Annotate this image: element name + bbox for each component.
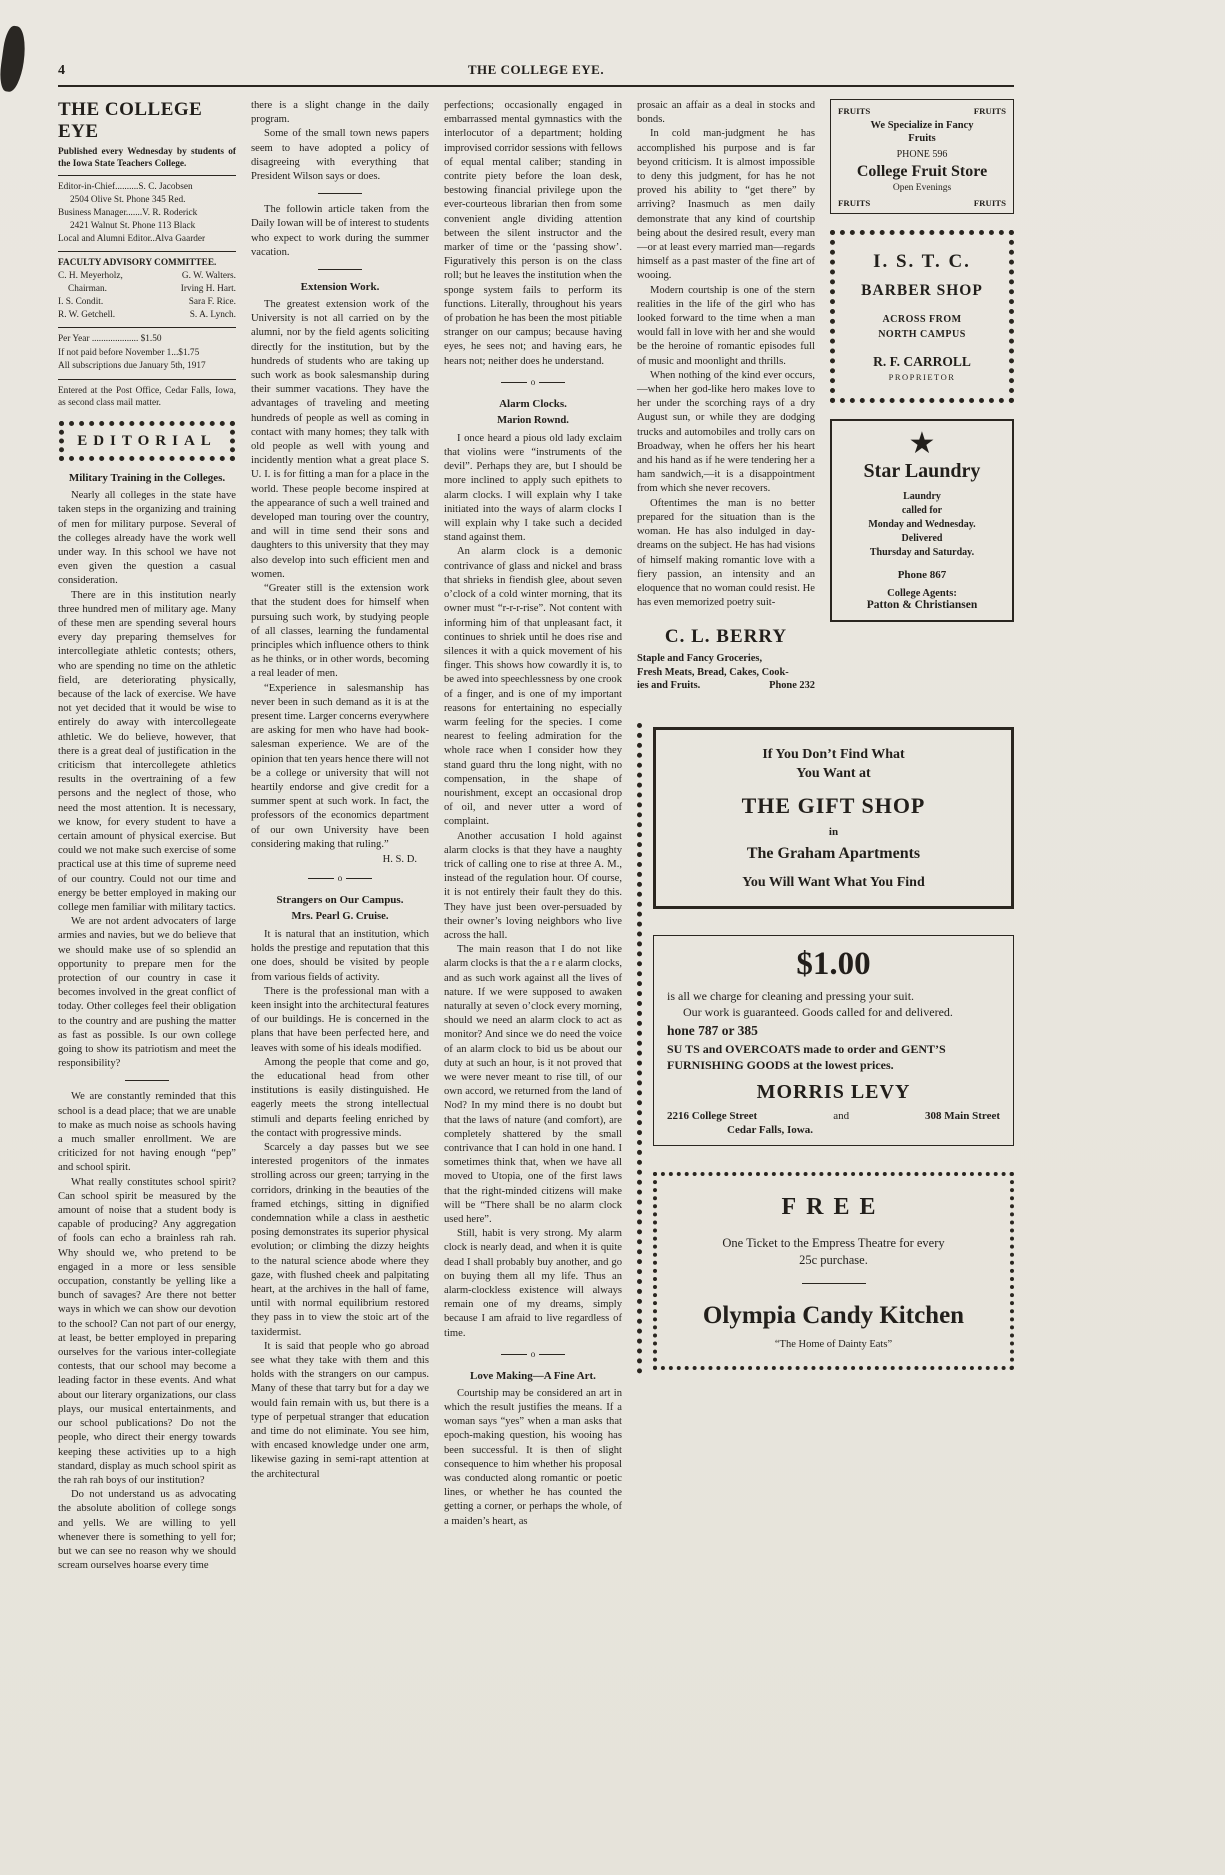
article-paragraph: An alarm clock is a demonic contrivance of glass and nickel and brass that shrieks in fiendish glee, about seven o’clock of a cold winter morning, that its owner must “r-r-r-rise”. Not content with informing him of that unpleasant fact, it continues to shriek until he does rise and silences it with a quick movement of his finger. This shows how cowardly it is, to be awed into speechlessness by one crook of a finger, and is one of my important reasons for entertaining no especially warm feeling for the species. I come nearest to feeling admiration for the whole race when I consider how they stand guard thru the long night, with no compensation, in the shape of nourishment, except an occasional drop of oil, and never utter a word of complaint. bbox=[444, 546, 622, 828]
page-number: 4 bbox=[58, 63, 65, 78]
article-paragraph: There is the professional man with a keen insight into the architectural features of our buildings. He is concerned in the plans that have been perfected here, and leaves with some of his ideals modified. bbox=[251, 985, 429, 1054]
gift-ad-line: in bbox=[828, 825, 839, 838]
barber-ad-line: NORTH CAMPUS bbox=[878, 329, 966, 340]
laundry-ad-line: Thursday and Saturday. bbox=[869, 547, 975, 558]
laundry-phone: Phone 867 bbox=[897, 569, 947, 581]
article-paragraph: Do not understand us as advocating the absolute abolition of college songs and yells. We are willing to yell whenever there is something to yell for; but we can see no reason why we should scream ourselves hoarse every time bbox=[58, 1489, 236, 1572]
levy-and: and bbox=[833, 1109, 850, 1122]
article-paragraph: We are not ardent advocaters of large armies and navies, but we do believe that we should make use of so splendid an opportunity to prepare men for the protection of our country in case it becomes involved in the great conflict of today. Other colleges feel their obligation to the country and are pushing the matter as fast as possible. Is our own college going to show its patriotism and meet the responsibility? bbox=[58, 916, 236, 1070]
column-3-article bbox=[444, 99, 622, 1529]
article-byline: Marion Rownd. bbox=[497, 414, 569, 426]
article-paragraph: The greatest extension work of the University is not all carried on by the alumni, nor by the field agents soliciting directly for the institution, but by the hundreds of students who are taking up such work as book salesmanship during their summer vacations. They have the advantages of traveling and meeting hundreds of people as well as coming in contact with many homes; they talk with old people as well with young and incidently mention what a great place S. U. I. is for fitting a man for a place in the world. These people become inspired at the appearance of such a well trained and developed man touring over the country, and will in time send their sons and daughters to this university that they may also develop into such efficient men and women. bbox=[251, 299, 429, 580]
article-paragraph: Courtship may be considered an art in which the result justifies the means. If a woman says “yes” when a man asks that epoch-making question, his wooing has been successful. It is then of slight consequence to him whether his proposal was conducted along romantic or poetic lines, or whether he has counted the getting a corner, or perhaps the whole, of a maiden’s heart, as bbox=[444, 1387, 622, 1527]
staff-line: Business Manager.......V. R. Roderick bbox=[58, 208, 198, 218]
committee-row bbox=[58, 296, 236, 309]
article-paragraph: Another accusation I hold against alarm clocks is that they have a naughty trick of calling one to rise at three A. M., instead of the regulation hour. Of course, it is not entirely their fault they do this. They have just been over-persuaded by their owner’s loving neighbors who live across the hall. bbox=[444, 830, 622, 941]
olympia-ad-line: 25c purchase. bbox=[799, 1252, 868, 1267]
barber-proprietor-name: R. F. CARROLL bbox=[873, 354, 971, 369]
article-paragraph: In cold man-judgment he has accomplished his purpose and is far beyond criticism. It is almost impossible to deny this judgment, for has he not proved his ability to “get there” by arriving? Inasmuch as men daily demonstrate that any kind of courtship being about the desired result, every man—or at least every married man—regards himself as a past master of the fine art of wooing. bbox=[637, 128, 815, 282]
column-4 bbox=[637, 99, 815, 709]
gift-ad-line: You Will Want What You Find bbox=[742, 874, 925, 890]
article-paragraph: Some of the small town news papers seem to have adopted a policy of disagreeing with everything that President Wilson says or does. bbox=[251, 128, 429, 183]
committee-row bbox=[58, 270, 236, 283]
fruit-corner: FRUITS bbox=[973, 198, 1006, 208]
editorial-box bbox=[59, 421, 235, 461]
barber-shop-ad bbox=[830, 230, 1014, 403]
scan-artifact bbox=[0, 25, 28, 93]
right-section bbox=[637, 99, 1014, 1374]
gift-ad-line: You Want at bbox=[796, 765, 871, 781]
section-rule bbox=[125, 1080, 169, 1081]
levy-ad-line: Our work is guaranteed. Goods called for and delivered. bbox=[683, 1004, 953, 1019]
laundry-agents-label: College Agents: bbox=[887, 588, 957, 599]
laundry-ad-line: Monday and Wednesday. bbox=[868, 519, 976, 530]
page-sheet bbox=[58, 62, 1014, 1573]
masthead-rule bbox=[58, 175, 236, 176]
levy-ad-line: SU TS and OVERCOATS made to order and GENT’S FURNISHING GOODS at the lowest prices. bbox=[667, 1041, 946, 1072]
article-paragraph: What really constitutes school spirit? Can school spirit be measured by the amount of noise that a student body is capable of producing? Any aggregation of fools can echo a brainless rah rah. Why should we, who pretend to be engaged in a more or less sensible occupation, constantly be yelling like a bunch of savages? Are there not better ways in which we can show our devotion to the school? Can not part of our energy, at least, be better employed in preparing ourselves for the various inter-collegiate contests, that our school may become a leading factor in these events. And what about our literary organizations, our class plays, our musical entertainments, and our school publications? Do not the people, who direct their energy towards keeping these activities up to a high standard, display as much school spirit as the rah rah boys of our institution? bbox=[58, 1176, 236, 1486]
rate-line: If not paid before November 1...$1.75 bbox=[58, 347, 200, 358]
page-header bbox=[58, 62, 1014, 82]
section-divider: o bbox=[444, 1350, 622, 1359]
subscription-rates bbox=[58, 333, 236, 374]
article-paragraph: There are in this institution nearly three hundred men of military age. Many of these men are spending several hours every day preparing themselves for intercollegiate athletic contests; others, who are spending no time on the athletic field, are deteriorating physically, because of the lack of exercise. We have not yet decided that it would be wise to entirely do away with intercollegeate athletic. We do believe, however, that there is a great deal of justification in the criticism that intercollegete athletics results in the overtraining of a few persons and the neglect of those, who need the most attention. It is necessary, we know, for every student to have a certain amount of physical exercise. But could we not make such exercise of some practical use at this time of supreme need of our country. Could not our time and energy be better employed in making our college men familiar with military tactics. bbox=[58, 589, 236, 913]
section-rule bbox=[318, 269, 362, 270]
section-divider: o bbox=[444, 378, 622, 387]
laundry-name: Star Laundry bbox=[863, 460, 981, 482]
committee-member: Sara F. Rice. bbox=[188, 297, 236, 307]
staff-line: Local and Alumni Editor..Alva Gaarder bbox=[58, 234, 206, 244]
header-rule bbox=[58, 85, 1014, 87]
article-paragraph: The main reason that I do not like alarm clocks is that the a r e alarm clocks, and as such work against all the lives of nature. If we were supposed to awaken naturally at seven o’clock every morning, should we need an alarm clock to act as monitor? And since we do need the voice of an alarm clock to bid us be about our duty at such an hour, is it not proved that we were never meant to rise till, of our own accord, we returned from the land of Nod? In my mind there is no doubt but that the laws of nature (and comfort), are completely shattered by the small contrivance that I can hold in one hand. I sometimes think that, when we have all moved to Utopia, one of the first laws that the right-minded citizens will make will be “There shall be no alarm clock used here”. bbox=[444, 944, 622, 1226]
levy-address: 2216 College Street bbox=[667, 1109, 758, 1122]
berry-ad-line: Fresh Meats, Bread, Cakes, Cook- bbox=[637, 666, 789, 678]
article-heading: Military Training in the Colleges. bbox=[68, 472, 226, 485]
fruit-ad-phone: PHONE 596 bbox=[896, 149, 948, 160]
levy-city: Cedar Falls, Iowa. bbox=[727, 1123, 813, 1136]
article-paragraph: there is a slight change in the daily program. bbox=[251, 100, 429, 126]
gift-shop-name: THE GIFT SHOP bbox=[741, 792, 926, 818]
column-2-article bbox=[251, 99, 429, 1482]
fruit-corner: FRUITS bbox=[838, 106, 871, 116]
laundry-ad-line: Laundry bbox=[903, 491, 941, 502]
article-paragraph: Modern courtship is one of the stern realities in the life of the girl who has looked forward to the time when a man would fall in love with her and she would be the heroine of romantic episodes full of music and moonlight and thrills. bbox=[637, 284, 815, 367]
article-paragraph: “Greater still is the extension work that the student does for himself when pursuing such work, by studying people of all classes, learning the fundamental principles which influence others to think as he thinks, or in other words, becoming a real leader of men. bbox=[251, 583, 429, 680]
fruit-corner: FRUITS bbox=[838, 198, 871, 208]
article-paragraph: Among the people that come and go, the educational head from other institutions is easily distinguished. He eagerly meets the strong intellectual stimuli and departs feeling enriched by the contact with progressive minds. bbox=[251, 1056, 429, 1139]
right-top bbox=[637, 99, 1014, 709]
masthead-rule bbox=[58, 327, 236, 328]
gift-shop-location: The Graham Apartments bbox=[746, 844, 921, 862]
column-4-article bbox=[637, 99, 815, 610]
committee-member: I. S. Condit. bbox=[58, 297, 104, 307]
staff-line: 2421 Walnut St. Phone 113 Black bbox=[70, 221, 196, 231]
barber-istc: I. S. T. C. bbox=[873, 251, 971, 272]
berry-ad-line-left: ies and Fruits. bbox=[637, 680, 701, 692]
gift-ad-line: If You Don’t Find What bbox=[762, 746, 905, 762]
article-paragraph: perfections; occasionally engaged in embarrassed mental gymnastics with the interlocutor of a department; holding improvised corridor sessions with fellows of equal mental caliber; standing in contrite piety before the loan desk, bestowing financial privilege upon the ever-courteous librarian then from some convenient angle dividing attention between the silent instructor and the marker of time or the ‘passing show’. Figuratively this person is on the class roll; but he leaves the institution when the sponge system fails to perform its functions. Literally, throughout his years of probation he has been the most pitiable stranger on our campus; because having eyes, he sees not; and having ears, he hears not; neither does he understand. bbox=[444, 100, 622, 367]
committee-member: Chairman. bbox=[68, 284, 107, 294]
committee-member: Irving H. Hart. bbox=[180, 284, 236, 294]
article-paragraph: prosaic an affair as a deal in stocks and bonds. bbox=[637, 100, 815, 126]
laundry-ad-line: called for bbox=[901, 505, 943, 516]
masthead-rule bbox=[58, 379, 236, 380]
berry-ad-name: C. L. BERRY bbox=[664, 626, 788, 648]
article-paragraph: We are constantly reminded that this school is a dead place; that we are unable to make as much noise as schools having a much smaller enrollment. We are criticized for not having enough “pep” and school spirit. bbox=[58, 1091, 236, 1174]
fruit-store-ad bbox=[830, 99, 1014, 214]
gift-shop-ad bbox=[653, 727, 1014, 909]
barber-ad-line: ACROSS FROM bbox=[882, 314, 962, 325]
article-paragraph: When nothing of the kind ever occurs,—when her god-like hero makes love to her under the scorching rays of a dry August sun, or while they are dodging trucks and automobiles and trolly cars on Broadway, when he offers her his heart and his hand as if he were tendering her a ham sandwich,—it is a disappointment from which she never recovers. bbox=[637, 369, 815, 495]
fruit-ad-line: Fruits bbox=[908, 133, 936, 144]
olympia-candy-ad bbox=[653, 1172, 1014, 1370]
article-paragraph: “Experience in salesmanship has never been in such demand as it is at the present time. Larger concerns everywhere are asking for men who have had book-salesman experience. We are of the opinion that ten years hence there will not be a college or university that will not heartily endorse and give credit for a summer spent at such work. In fact, the professors of the economics department of our own University have been considering making that ruling.” bbox=[251, 682, 429, 850]
olympia-divider bbox=[802, 1283, 866, 1284]
levy-ad-line: is all we charge for cleaning and pressing your suit. bbox=[667, 988, 915, 1003]
laundry-agents: Patton & Christiansen bbox=[866, 599, 978, 611]
fruit-corner-row bbox=[838, 198, 1006, 208]
masthead bbox=[58, 99, 236, 410]
article-byline: Mrs. Pearl G. Cruise. bbox=[291, 910, 389, 922]
editorial-label: EDITORIAL bbox=[77, 433, 217, 450]
column-1 bbox=[58, 99, 236, 1573]
rate-line: Per Year .................... $1.50 bbox=[58, 334, 162, 344]
article-paragraph: The followin article taken from the Daily Iowan will be of interest to students who expect to work during the summer vacation. bbox=[251, 204, 429, 258]
fruit-corner: FRUITS bbox=[973, 106, 1006, 116]
article-heading: Love Making—A Fine Art. bbox=[470, 1369, 596, 1382]
column-2 bbox=[251, 99, 429, 1482]
berry-ad-phone: Phone 232 bbox=[769, 680, 815, 692]
staff-line: 2504 Olive St. Phone 345 Red. bbox=[70, 195, 186, 205]
article-signature: H. S. D. bbox=[382, 853, 417, 865]
star-laundry-ad bbox=[830, 419, 1014, 622]
article-heading: Alarm Clocks. bbox=[499, 397, 567, 410]
masthead-rule bbox=[58, 251, 236, 252]
masthead-published-line: Published every Wednesday by students of the Iowa State Teachers College. bbox=[58, 147, 236, 169]
wide-ads bbox=[637, 723, 1014, 1374]
committee-member: R. W. Getchell. bbox=[58, 310, 116, 320]
article-heading: Extension Work. bbox=[300, 281, 380, 294]
levy-phone: hone 787 or 385 bbox=[667, 1022, 758, 1038]
article-heading: Strangers on Our Campus. bbox=[276, 893, 404, 906]
levy-address: 308 Main Street bbox=[925, 1109, 1000, 1122]
olympia-ad-line: One Ticket to the Empress Theatre for every bbox=[722, 1235, 945, 1250]
star-icon: ★ bbox=[908, 427, 936, 460]
committee-member: C. H. Meyerholz, bbox=[58, 271, 123, 281]
laundry-ad-line: Delivered bbox=[901, 533, 943, 544]
staff-list bbox=[58, 181, 236, 246]
article-paragraph: It is natural that an institution, which holds the prestige and reputation that this one does, should be visited by people from various fields of activity. bbox=[251, 928, 429, 983]
running-title: THE COLLEGE EYE. bbox=[467, 62, 605, 77]
berry-grocery-ad bbox=[637, 622, 815, 693]
morris-levy-ad bbox=[653, 935, 1014, 1146]
article-paragraph: I once heard a pious old lady exclaim that violins were “instruments of the devil”. Perhaps they are, but I should be more inclined to apply such epithets to alarm clocks. I will explain why I take initiated into the ways of alarm clocks I will explain why I take such a decided stand against them. bbox=[444, 432, 622, 544]
masthead-title: THE COLLEGE EYE bbox=[58, 99, 203, 142]
entered-notice: Entered at the Post Office, Cedar Falls, Iowa, as second class mail matter. bbox=[58, 385, 236, 409]
article-paragraph: Scarcely a day passes but we see interested progenitors of the inmates strolling across our green; tarrying in the corridors, drinking in the beauties of the framed etchings, sitting in dignified condemnation while a class in aesthetic posing demonstrates its superior physical evolution; or climbing the dizzy heights to the natural science abode where they gaze, with flushed cheek and palpitating heart, at the archives in the hall of fame, until with normal equilibrium restored they pass in to view the stoic art of the taxidermist. bbox=[251, 1142, 429, 1338]
editorial-article bbox=[58, 472, 236, 1573]
committee-title: FACULTY ADVISORY COMMITTEE. bbox=[58, 258, 217, 268]
article-paragraph: Still, habit is very strong. My alarm clock is nearly dead, and when it is quite dead I shall probably buy another, and go on buying them all my life. Thus an alarm-clockless existence will always remain one of my dreams, simply because I am afraid to live regardless of time. bbox=[444, 1228, 622, 1339]
article-paragraph: It is said that people who go abroad see what they take with them and this holds with the strangers on our campus. Many of these that tarry but for a day we would fain remain with us, but there is a type of perpetual stranger that education and time do not eliminate. You see him, with encased knowledge under one arm, likewise gazing in semi-rapt attention at the architectural bbox=[251, 1340, 429, 1480]
barber-proprietor-label: PROPRIETOR bbox=[888, 372, 956, 382]
berry-ad-line: Staple and Fancy Groceries, bbox=[637, 653, 763, 665]
article-paragraph: Oftentimes the man is no better prepared for the situation than is the woman. He has also indulged in day-dreams on the subject. He has had visions of himself making romantic love with a fiery passion, an intensity and an eloquence that no woman could resist. He has even memorized poetry suit- bbox=[637, 497, 815, 609]
column-5-ads bbox=[830, 99, 1014, 638]
olympia-name: Olympia Candy Kitchen bbox=[702, 1301, 965, 1329]
committee-row bbox=[58, 309, 236, 322]
committee-row bbox=[58, 283, 236, 296]
fruit-ad-open: Open Evenings bbox=[892, 183, 952, 193]
olympia-tagline: “The Home of Dainty Eats” bbox=[774, 1338, 893, 1350]
rate-line: All subscriptions due January 5th, 1917 bbox=[58, 361, 206, 371]
fruit-ad-line: We Specialize in Fancy bbox=[870, 120, 974, 131]
section-divider: o bbox=[251, 874, 429, 883]
article-paragraph: Nearly all colleges in the state have taken steps in the organizing and training of men for military purpose. Several of the colleges already have the work well under way. In this school we have not even given the question a casual consideration. bbox=[58, 490, 236, 587]
fruit-corner-row bbox=[838, 106, 1006, 116]
free-headline: FREE bbox=[781, 1193, 886, 1220]
berry-ad-line bbox=[637, 679, 815, 693]
committee-member: S. A. Lynch. bbox=[189, 310, 236, 320]
section-rule bbox=[318, 193, 362, 194]
column-3 bbox=[444, 99, 622, 1529]
columns bbox=[58, 99, 1014, 1573]
levy-price: $1.00 bbox=[796, 945, 871, 982]
fruit-store-name: College Fruit Store bbox=[856, 163, 988, 180]
levy-address-row bbox=[667, 1110, 1000, 1122]
barber-shop-title: BARBER SHOP bbox=[861, 282, 983, 299]
levy-name: MORRIS LEVY bbox=[756, 1080, 911, 1103]
committee-member: G. W. Walters. bbox=[181, 271, 236, 281]
staff-line: Editor-in-Chief..........S. C. Jacobsen bbox=[58, 182, 193, 192]
